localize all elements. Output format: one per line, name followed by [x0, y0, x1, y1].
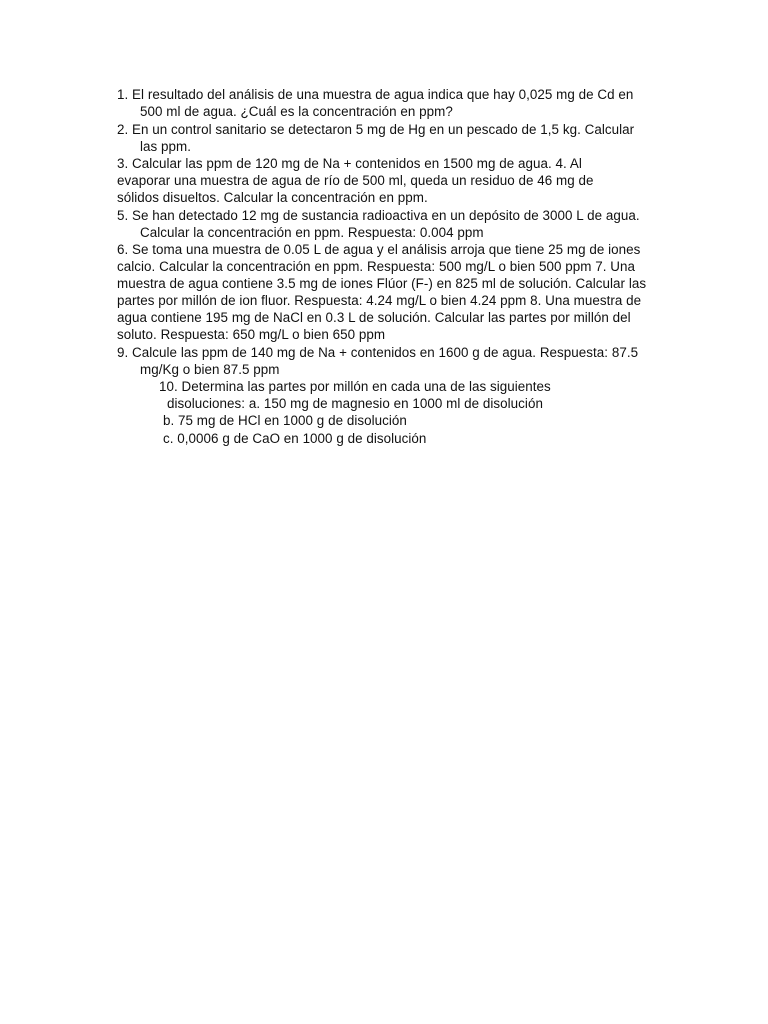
text-line: partes por millón de ion fluor. Respuesta: 4.24 mg/L o bien 4.24 ppm 8. Una muestra de — [117, 293, 642, 308]
text-line: evaporar una muestra de agua de río de 500 ml, queda un residuo de 46 mg de — [117, 173, 594, 188]
text-line: 3. Calcular las ppm de 120 mg de Na + contenidos en 1500 mg de agua. 4. Al — [117, 156, 582, 171]
text-line: las ppm. — [140, 139, 192, 154]
text-line: mg/Kg o bien 87.5 ppm — [140, 362, 280, 377]
text-line: 2. En un control sanitario se detectaron 5 mg de Hg en un pescado de 1,5 kg. Calcular — [117, 122, 635, 137]
text-line: 500 ml de agua. ¿Cuál es la concentración en ppm? — [140, 104, 453, 119]
text-line: 1. El resultado del análisis de una muestra de agua indica que hay 0,025 mg de Cd en — [117, 87, 634, 102]
text-line: 9. Calcule las ppm de 140 mg de Na + contenidos en 1600 g de agua. Respuesta: 87.5 — [117, 345, 639, 360]
text-line: agua contiene 195 mg de NaCl en 0.3 L de solución. Calcular las partes por millón del — [117, 310, 631, 325]
text-line: disoluciones: a. 150 mg de magnesio en 1000 ml de disolución — [167, 396, 543, 411]
text-line: c. 0,0006 g de CaO en 1000 g de disolución — [163, 431, 427, 446]
text-line: 6. Se toma una muestra de 0.05 L de agua y el análisis arroja que tiene 25 mg de iones — [117, 242, 641, 257]
text-line: 10. Determina las partes por millón en cada una de las siguientes — [159, 379, 551, 394]
text-line: 5. Se han detectado 12 mg de sustancia radioactiva en un depósito de 3000 L de agua. — [117, 208, 640, 223]
text-line: soluto. Respuesta: 650 mg/L o bien 650 ppm — [117, 327, 386, 342]
text-line: b. 75 mg de HCl en 1000 g de disolución — [163, 413, 407, 428]
text-line: Calcular la concentración en ppm. Respuesta: 0.004 ppm — [140, 225, 484, 240]
text-line: calcio. Calcular la concentración en ppm. Respuesta: 500 mg/L o bien 500 ppm 7. Una — [117, 259, 636, 274]
text-line: sólidos disueltos. Calcular la concentración en ppm. — [117, 190, 428, 205]
text-line: muestra de agua contiene 3.5 mg de iones Flúor (F-) en 825 ml de solución. Calcular las — [117, 276, 647, 291]
